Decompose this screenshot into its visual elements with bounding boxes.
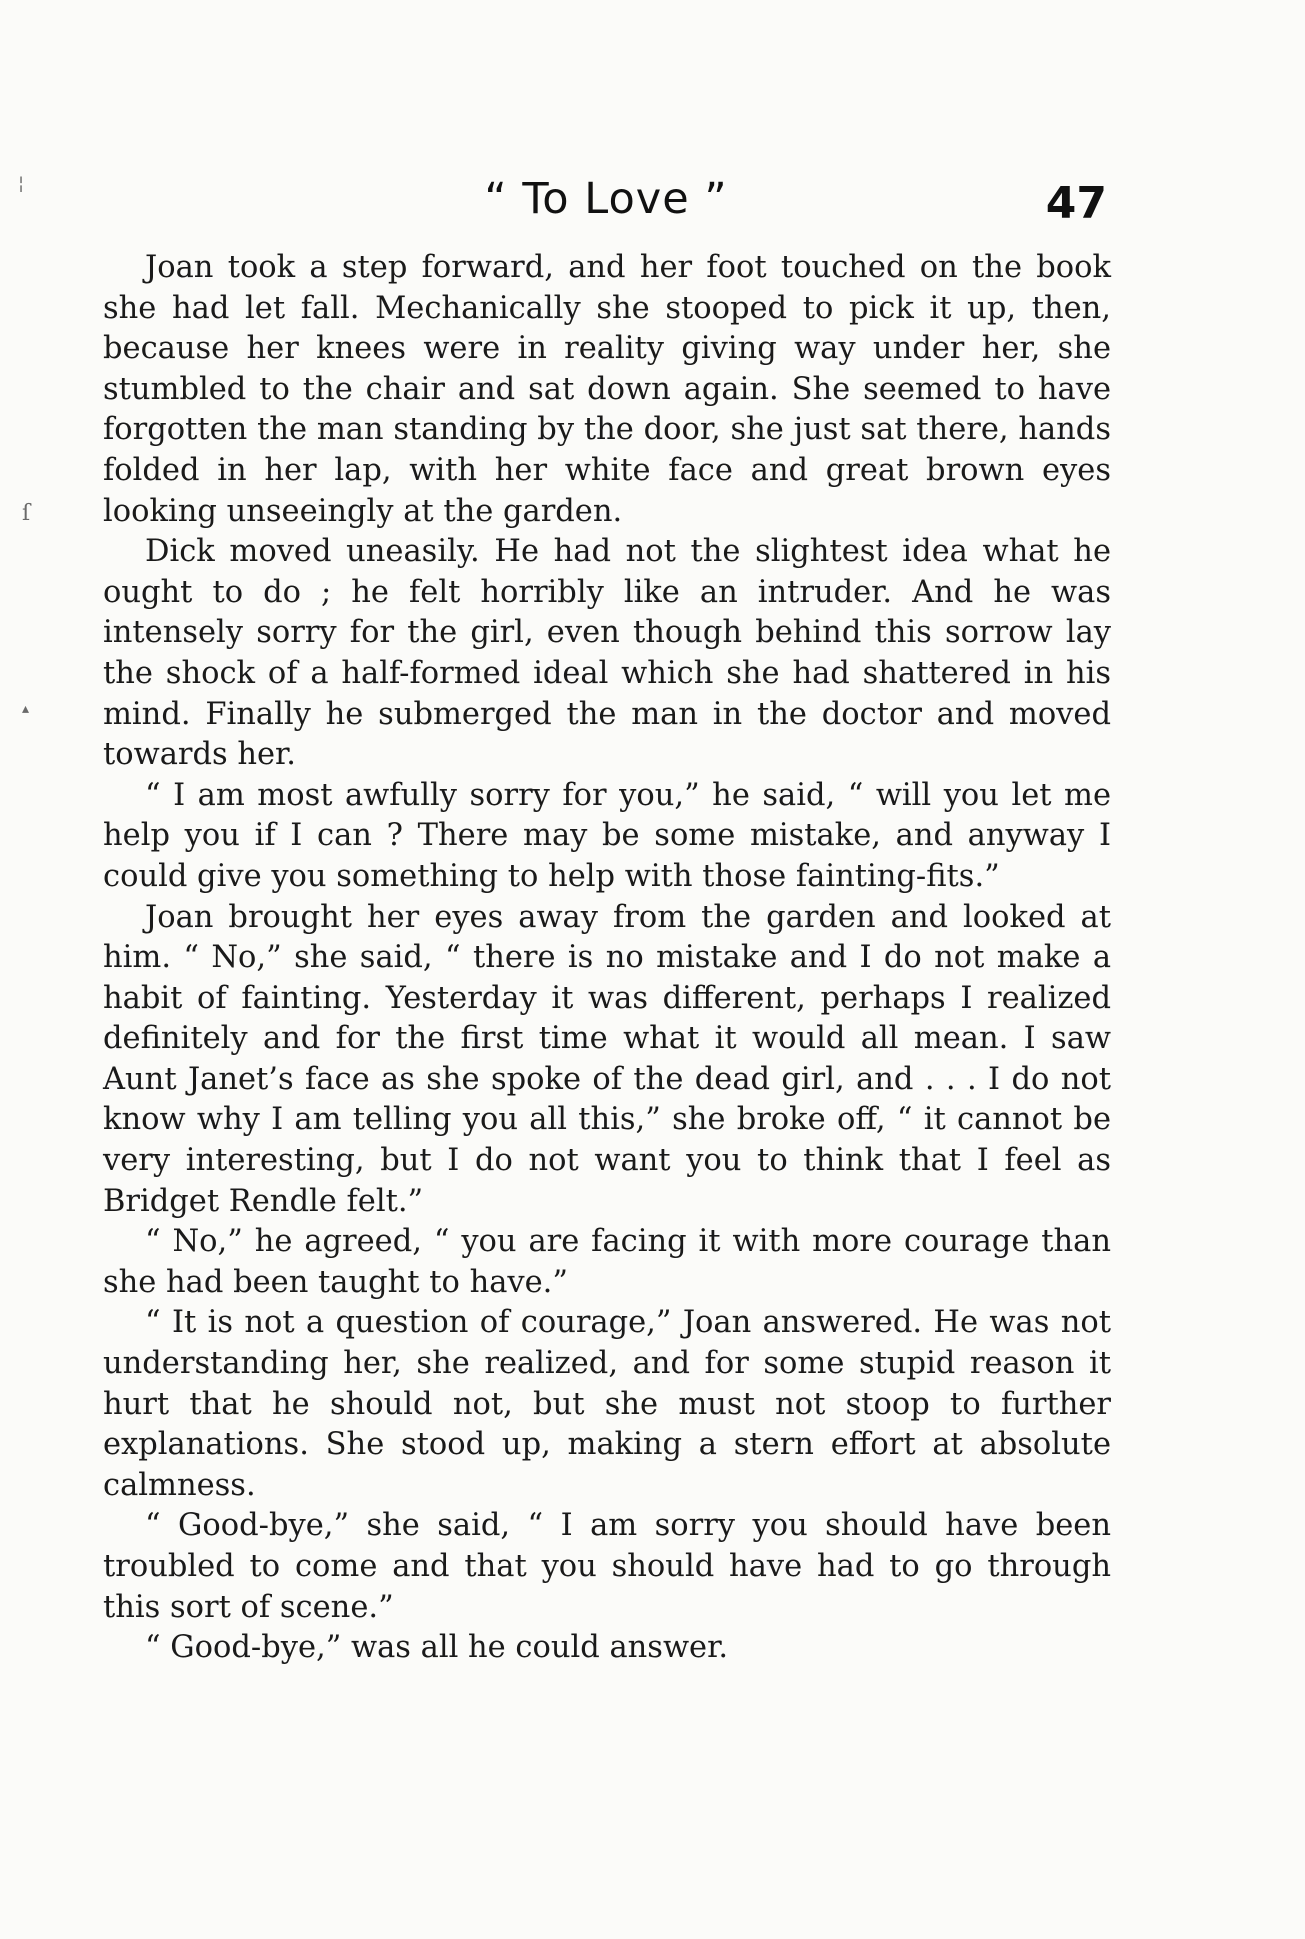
paragraph: Joan took a step forward, and her foot touched on the book she had let fall. Mechanically she stooped to pick it up, then, because her knees were in reality giving way under her, she stumbled to the chair and sat down again. She seemed to have forgotten the man standing by the door, she just sat there, hands folded in her lap, with her white face and great brown eyes looking unseeingly at the garden.	[103, 250, 1111, 529]
margin-speck: ▴	[22, 701, 30, 717]
margin-speck: ¦	[18, 173, 25, 194]
page-number: 47	[1045, 178, 1107, 229]
paragraph: Joan brought her eyes away from the garden and looked at him. “ No,” she said, “ there is no mistake and I do not make a habit of fainting. Yesterday it was different, perhaps I realized definitely and for the first time what it would all mean. I saw Aunt Janet’s face as she spoke of the dead girl, and . . . I do not know why I am telling you all this,” she broke off, “ it cannot be very interesting, but I do not want you to think that I feel as Bridget Rendle felt.”	[103, 899, 1111, 1219]
paragraph: “ No,” he agreed, “ you are facing it with more courage than she had been taught to have.”	[103, 1224, 1111, 1300]
paragraph: “ I am most awfully sorry for you,” he said, “ will you let me help you if I can ? There may be some mistake, and anyway I could give you something to help with those fainting-fits.”	[103, 777, 1111, 894]
paragraph: “ Good-bye,” she said, “ I am sorry you should have been troubled to come and that you should have had to go through this sort of scene.”	[103, 1508, 1111, 1625]
page-header	[105, 170, 1107, 240]
body-text	[103, 248, 1111, 1669]
margin-speck: ſ	[22, 501, 31, 526]
paragraph: “ Good-bye,” was all he could answer.	[145, 1630, 729, 1666]
paragraph: “ It is not a question of courage,” Joan answered. He was not understanding her, she realized, and for some stupid reason it hurt that he should not, but she must not stoop to further explanations. She stood up, making a stern effort at absolute calmness.	[103, 1305, 1111, 1503]
paragraph: Dick moved uneasily. He had not the slightest idea what he ought to do ; he felt horribly like an intruder. And he was intensely sorry for the girl, even though behind this sorrow lay the shock of a half-formed ideal which she had shattered in his mind. Finally he submerged the man in the doctor and moved towards her.	[103, 534, 1111, 773]
running-title: “ To Love ”	[484, 174, 728, 224]
